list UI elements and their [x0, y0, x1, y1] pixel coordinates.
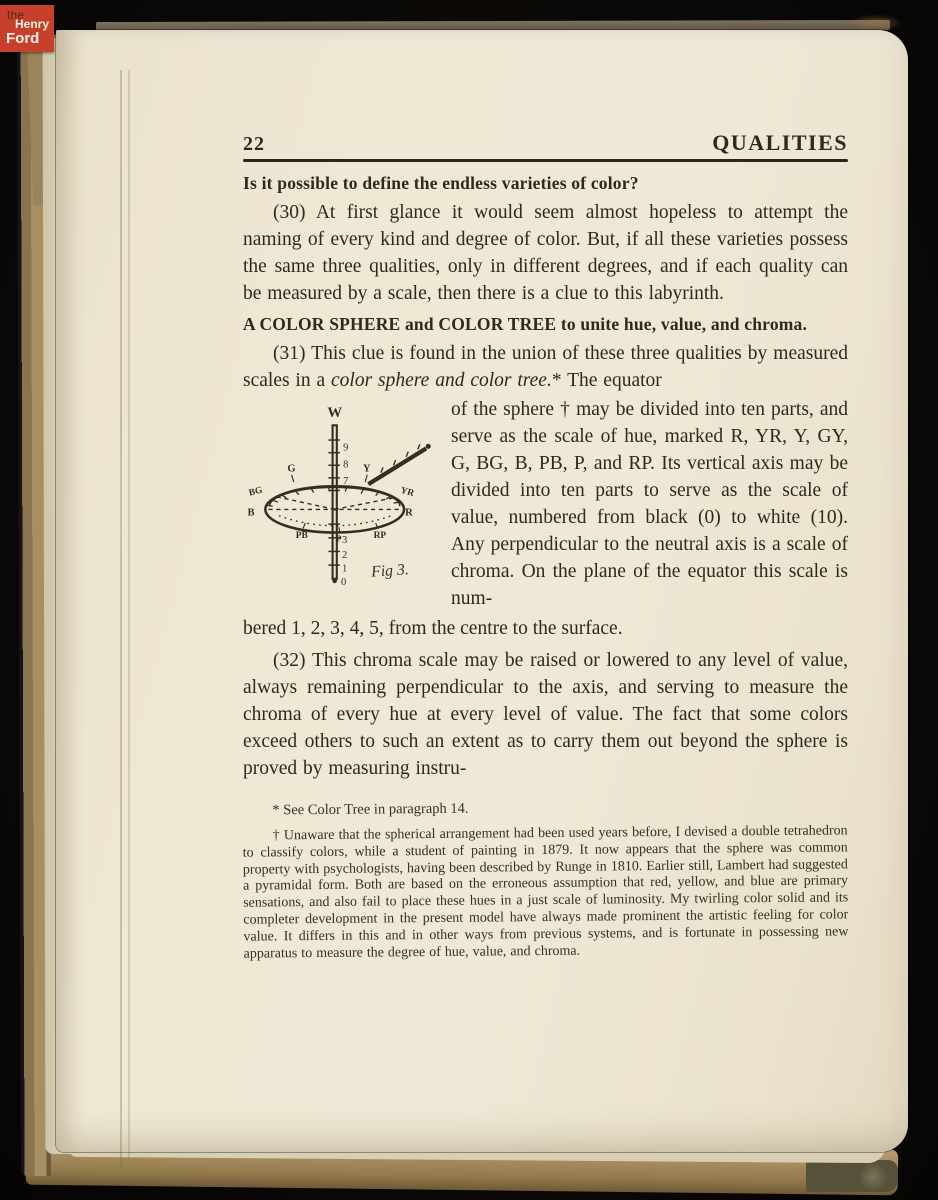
page-edge-seam: [120, 70, 122, 1168]
figure-row: [243, 396, 848, 642]
paragraph-31-wrap: of the sphere † may be divided into ten parts, and serve as the scale of hue, marked R, YR, Y, GY, G, BG, B, PB, P, and RP. Its vertical axis may be divided into ten parts to serve as the scale of value, numbered from black (0) to white (10). Any perpendicular to the neutral axis is a scale of chroma. On the plane of the equator this scale is num-: [451, 399, 848, 609]
faint-marking: [850, 15, 902, 31]
paragraph-30: (30) At first glance it would seem almost hopeless to attempt the naming of every kind and degree of color. But, if all these varieties possess the same three qualities, only in different degrees, and if each quality can be measured by a scale, then there is a clue to this labyrinth.: [243, 202, 848, 304]
white-pole-label: W: [327, 404, 343, 421]
value-tick-3: 3: [342, 535, 348, 547]
footnote-star: * See Color Tree in paragraph 14.: [272, 800, 469, 819]
page-text-block: [243, 130, 848, 960]
hue-label-pb: PB: [295, 530, 308, 541]
value-tick-0: 0: [341, 577, 347, 589]
hue-label-b: B: [247, 507, 255, 519]
value-tick-9: 9: [343, 442, 349, 454]
value-tick-8: 8: [343, 459, 349, 471]
hue-label-g: G: [287, 463, 296, 475]
logo-ford: Ford: [6, 30, 40, 47]
paragraph-31-continuation: bered 1, 2, 3, 4, 5, from the centre to the surface.: [243, 618, 623, 639]
hue-label-yr: YR: [399, 485, 416, 500]
value-tick-7: 7: [343, 476, 349, 488]
hue-label-r: R: [405, 507, 413, 519]
logo-the: the: [7, 8, 25, 22]
paragraph-31-italic: color sphere and color tree.: [331, 370, 552, 391]
figure-3: [243, 398, 439, 604]
value-tick-2: 2: [342, 549, 348, 561]
color-sphere-diagram: [243, 398, 439, 604]
footnote-dagger: † Unaware that the spherical arrangement had been used years before, I devised a double tetrahedron to classify colors, while a student of painting in 1879. It now appears that the sphere was common property with psychologists, having been described by Runge in 1810. Earlier still, Lambert had suggested a pyramidal form. Both are based on the erroneous assumption that red, yellow, and blue are primary sensations, and also fail to place these hues in a just scale of luminosity. My twirling color solid and its completer development in the present model have always made prominent the artistic feeling for color value. It differs in this and in other ways from previous systems, and is fortunate in possessing new apparatus to measure the degree of hue, value, and chroma.: [242, 823, 849, 962]
paragraph-31-lead-text: (31) This clue is found in the union of these three qualities by measured scales in a: [243, 343, 848, 391]
running-header: [243, 130, 848, 156]
henry-ford-logo: [0, 5, 54, 52]
footnotes: [242, 797, 848, 963]
paragraph-32: (32) This chroma scale may be raised or lowered to any level of value, always remaining perpendicular to the axis, and serving to measure the chroma of every hue at every level of value. The fact that some colors exceed others to such an extent as to carry them out beyond the sphere is proved by measuring instru-: [243, 650, 848, 779]
running-head-title: QUALITIES: [712, 130, 848, 155]
book-page: [56, 30, 908, 1152]
value-tick-1: 1: [342, 563, 348, 575]
hue-label-bg: BG: [247, 485, 264, 499]
page-number: 22: [243, 133, 265, 155]
header-rule: [243, 159, 848, 162]
logo-henry: Henry: [15, 17, 50, 31]
figure-caption: Fig 3.: [370, 561, 410, 581]
paragraph-31-lead: [243, 340, 848, 394]
marginal-question: Is it possible to define the endless varieties of color?: [243, 173, 639, 193]
hue-label-p: P: [335, 534, 342, 545]
hue-label-rp: RP: [373, 530, 387, 541]
paragraph-31-lead-end: * The equator: [551, 370, 662, 391]
hue-label-y: Y: [363, 463, 371, 475]
dashed-diameters: [268, 497, 400, 510]
chroma-scale-arm: [368, 444, 430, 484]
page-edge-seam: [128, 70, 130, 1162]
book-cover-corner-nub: [858, 1162, 888, 1192]
section-heading: A COLOR SPHERE and COLOR TREE to unite hue, value, and chroma.: [243, 314, 808, 334]
